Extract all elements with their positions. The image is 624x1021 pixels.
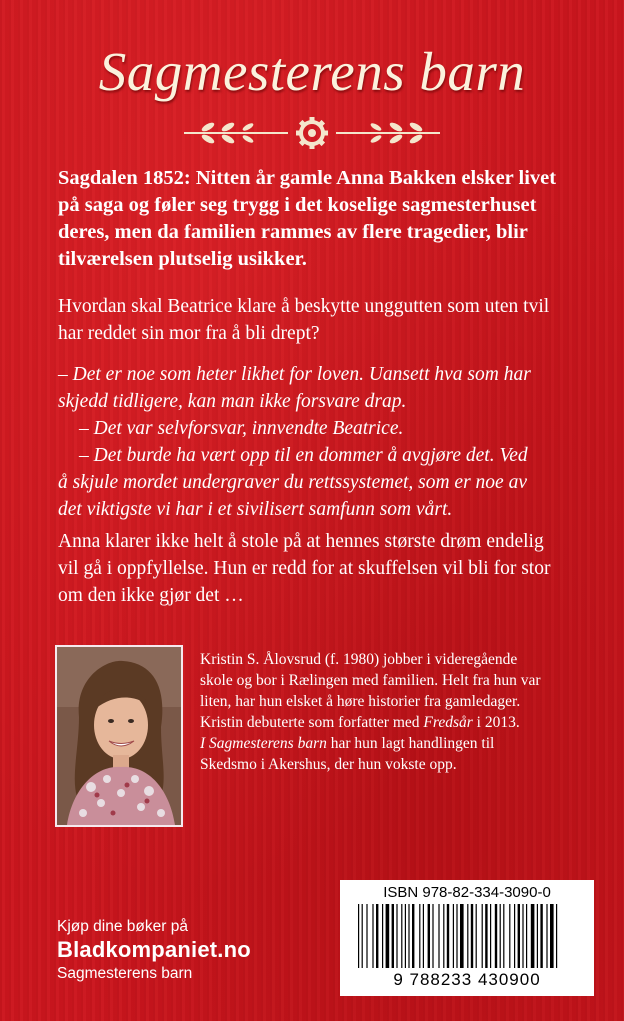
book-reference: I Sagmesterens barn xyxy=(200,735,327,752)
paragraph-line: om den ikke gjør det … xyxy=(58,585,244,606)
dialog-line: å skjule mordet undergraver du rettssystemet, som er noe av xyxy=(58,472,527,493)
bio-line: liten, har hun elsket å høre historier fra gamledager. xyxy=(200,693,521,710)
intro-line: på saga og føler seg trygg i det koselige sagmesterhuset xyxy=(58,194,537,216)
paragraph-line: Anna klarer ikke helt å stole på at hennes største drøm endelig xyxy=(58,531,544,552)
bio-line: skole og bor i Rælingen med familien. Helt fra hun var xyxy=(200,672,541,689)
dialog-line: – Det var selvforsvar, innvendte Beatrice. xyxy=(79,418,404,439)
dialog-line: – Det burde ha vært opp til en dommer å avgjøre det. Ved xyxy=(79,445,528,466)
bio-text: Kristin debuterte som forfatter med xyxy=(200,714,424,731)
intro-line: Sagdalen 1852: Nitten år gamle Anna Bakken elsker livet xyxy=(58,167,557,189)
closing-paragraph xyxy=(58,528,568,609)
paragraph-line: har reddet sin mor fra å bli drept? xyxy=(58,323,320,344)
dialog-line: det viktigste vi har i et sivilisert samfunn som vårt. xyxy=(58,499,453,520)
book-title: Sagmesterens barn xyxy=(98,41,526,102)
paragraph-line: vil gå i oppfyllelse. Hun er redd for at skuffelsen vil bli for stor xyxy=(58,558,551,579)
author-photo xyxy=(55,645,183,827)
question-paragraph xyxy=(58,293,568,347)
bio-line: Skedsmo i Akershus, der hun vokste opp. xyxy=(200,756,457,773)
dialog-line: – Det er noe som heter likhet for loven. Uansett hva som har xyxy=(58,364,531,385)
isbn-barcode xyxy=(340,880,594,996)
bio-line: Kristin S. Ålovsrud (f. 1980) jobber i videregående xyxy=(200,651,518,668)
book-reference: Fredsår xyxy=(423,714,473,731)
bio-line xyxy=(200,712,570,733)
buy-text: Kjøp dine bøker på xyxy=(57,918,188,935)
bio-text: har hun lagt handlingen til xyxy=(326,735,495,752)
author-bio xyxy=(200,649,570,775)
gear-with-branches-icon xyxy=(178,116,446,150)
footer-book-title: Sagmesterens barn xyxy=(57,965,193,982)
intro-line: tilværelsen plutselig usikker. xyxy=(58,248,307,270)
isbn-label: ISBN 978-82-334-3090-0 xyxy=(383,884,551,901)
intro-line: deres, men da familien rammes av flere tragedier, blir xyxy=(58,221,528,243)
bio-line xyxy=(200,733,570,754)
paragraph-line: Hvordan skal Beatrice klare å beskytte unggutten som uten tvil xyxy=(58,296,550,317)
website-link[interactable]: Bladkompaniet.no xyxy=(57,937,251,962)
dialog-excerpt xyxy=(58,361,578,523)
bio-text: i 2013. xyxy=(472,714,520,731)
intro-paragraph xyxy=(58,165,568,273)
dialog-line: skjedd tidligere, kan man ikke forsvare drap. xyxy=(58,391,407,412)
isbn-digits: 9 788233 430900 xyxy=(393,970,541,989)
barcode-icon xyxy=(354,904,580,970)
author-portrait xyxy=(57,647,181,825)
